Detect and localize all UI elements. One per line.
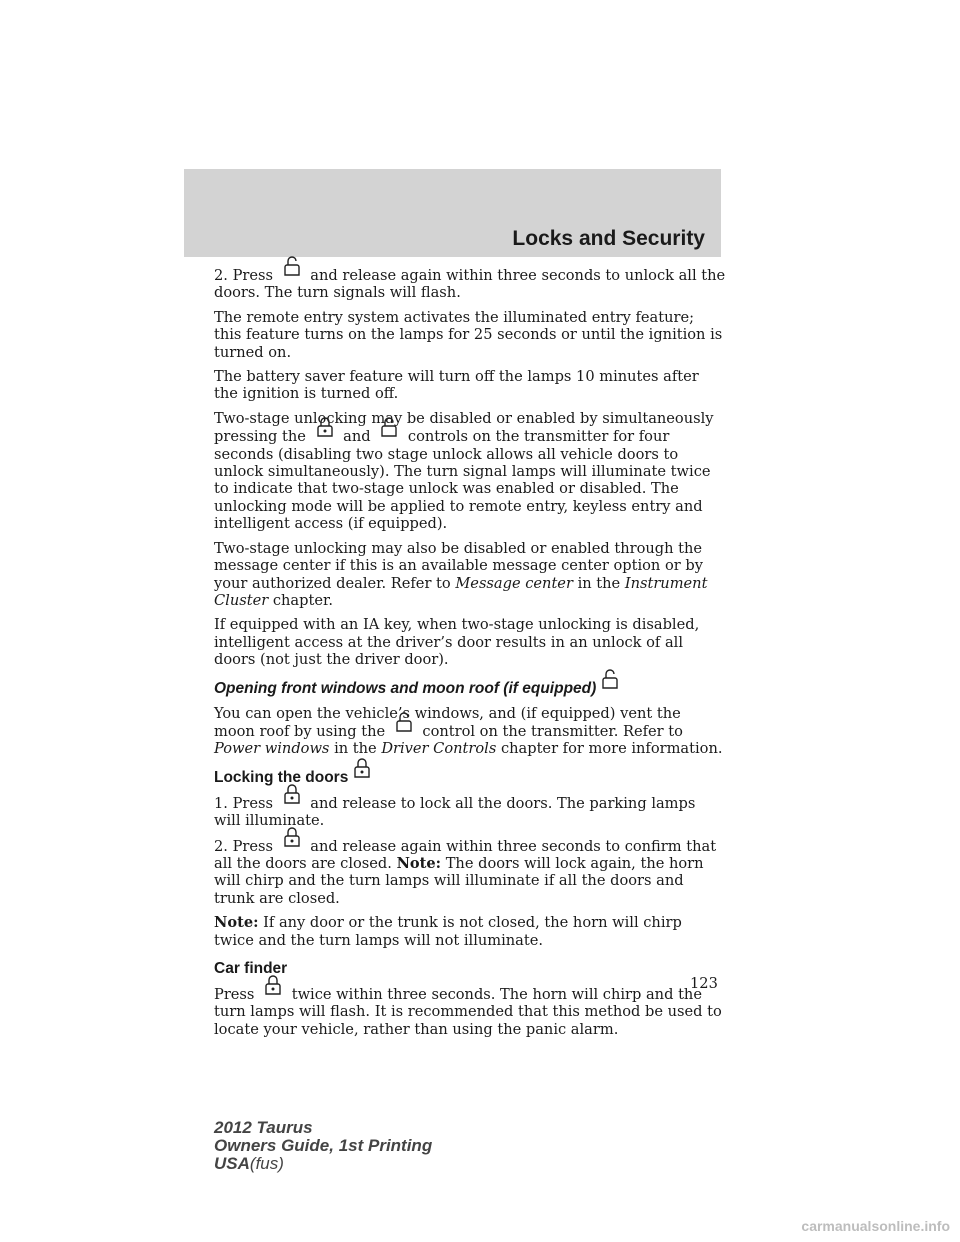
note-label: Note:: [214, 914, 259, 932]
footer-edition: Owners Guide, 1st Printing: [214, 1136, 433, 1155]
two-stage-unlock-text: Two-stage unlocking may be disabled or enabled by simultaneously pressing the and controls on the transmitter for four seconds (disabling two stage unlock allows all vehicle doors to unlock simultaneously). The turn signal lamps will illuminate twice to indicate that two-stage unlock was enabled or disabled. The unlocking mode will be applied to remote entry, keyless entry and intelligent access (if equipped).: [214, 409, 714, 533]
unlock-icon: [377, 416, 401, 438]
instrument-cluster-reference: Instrument Cluster: [214, 574, 708, 609]
driver-controls-reference: Driver Controls: [381, 740, 497, 758]
unlock-icon: [598, 668, 622, 690]
lock-icon: [313, 416, 337, 438]
footer-model: 2012 Taurus: [214, 1118, 313, 1137]
illuminated-entry-text: The remote entry system activates the illuminated entry feature; this feature turns on the lamps for 25 seconds or until the ignition is turned on.: [214, 308, 723, 361]
lock-icon: [280, 826, 304, 848]
page-number: 123: [690, 975, 718, 992]
windows-heading: Opening front windows and moon roof (if equipped): [214, 679, 726, 698]
unlock-icon: [392, 711, 416, 733]
car-finder-heading: Car finder: [214, 960, 288, 977]
lock-icon: [280, 783, 304, 805]
battery-saver-text: The battery saver feature will turn off the lamps 10 minutes after the ignition is turned off.: [214, 368, 699, 403]
unlock-step-2: 2. Press and release again within three seconds to unlock all the doors. The turn signals will flash.: [214, 266, 726, 302]
message-center-text: Two-stage unlocking may also be disabled or enabled through the message center if this is an available message center option or by your authorized dealer. Refer to Message center in the Instrument Cluster chapter.: [214, 539, 708, 609]
chapter-title: Locks and Security: [512, 227, 705, 250]
message-center-reference: Message center: [455, 574, 573, 592]
lock-icon: [350, 757, 374, 779]
unlock-icon: [280, 255, 304, 277]
note-trunk-text: Note: If any door or the trunk is not closed, the horn will chirp twice and the turn lamps will not illuminate.: [214, 914, 682, 949]
page-content: [214, 266, 726, 1045]
locking-heading: Locking the doors: [214, 768, 726, 787]
footer-region: USA(fus): [214, 1154, 284, 1173]
car-finder-text: Press twice within three seconds. The horn will chirp and the turn lamps will flash. It is recommended that this method be used to locate your vehicle, rather than using the panic alarm.: [214, 985, 726, 1038]
lock-icon: [261, 974, 285, 996]
document-footer: [214, 1119, 432, 1173]
note-label: Note:: [396, 854, 442, 872]
power-windows-reference: Power windows: [214, 740, 330, 758]
windows-text: You can open the vehicle’s windows, and (if equipped) vent the moon roof by using the control on the transmitter. Refer to Power windows in the Driver Controls chapter for more information.: [214, 704, 723, 758]
chapter-header-band: [184, 169, 721, 257]
watermark: carmanualsonline.info: [801, 1218, 950, 1234]
lock-step-2: 2. Press and release again within three seconds to confirm that all the doors are closed. Note: The doors will lock again, the horn will chirp and the turn lamps will illuminate if all the doors and trunk are closed.: [214, 837, 726, 908]
ia-key-text: If equipped with an IA key, when two-stage unlocking is disabled, intelligent access at the driver’s door results in an unlock of all doors (not just the driver door).: [214, 616, 700, 669]
lock-step-1: 1. Press and release to lock all the doors. The parking lamps will illuminate.: [214, 794, 726, 830]
